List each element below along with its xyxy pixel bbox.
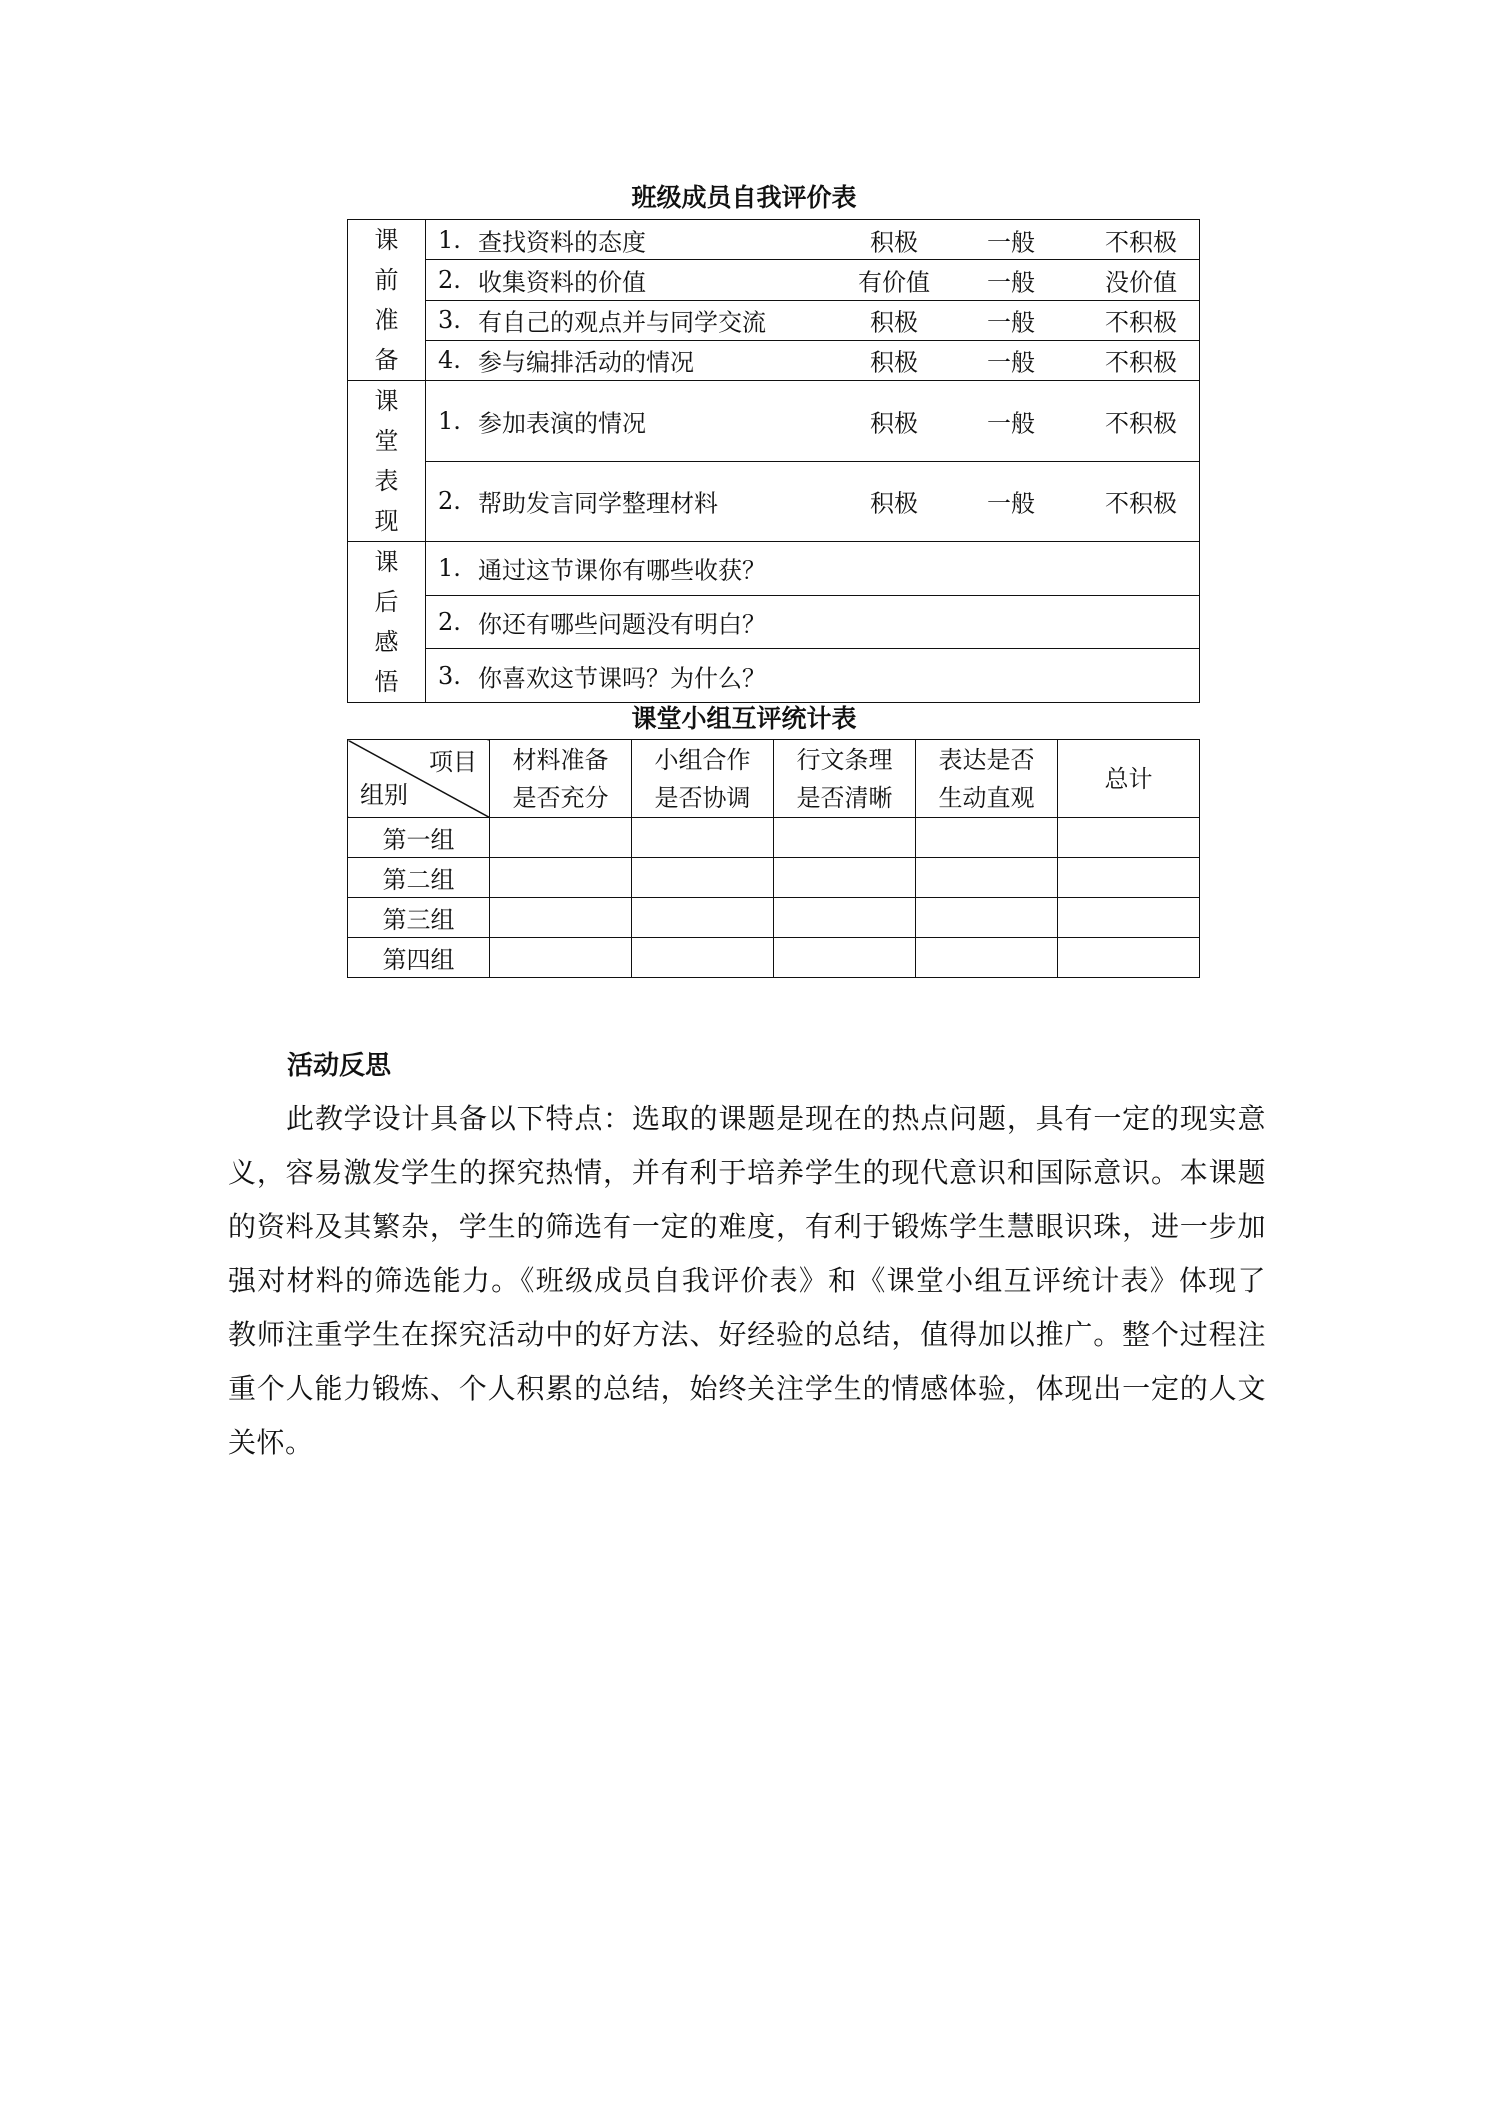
option-negative: 不积极 <box>1105 308 1177 337</box>
group-label: 第四组 <box>348 938 490 978</box>
item-text: 帮助发言同学整理材料 <box>478 489 718 518</box>
item-text: 通过这节课你有哪些收获？ <box>478 556 766 585</box>
corner-top-label: 项目 <box>429 748 477 776</box>
option-negative: 不积极 <box>1105 489 1177 518</box>
score-cell[interactable] <box>916 938 1058 978</box>
category-cell: 课堂表现 <box>348 381 426 542</box>
item-text: 你还有哪些问题没有明白？ <box>478 610 766 639</box>
category-cell: 课前准备 <box>348 220 426 381</box>
reflection-heading: 活动反思 <box>287 1051 392 1081</box>
score-cell[interactable] <box>490 858 632 898</box>
option-neutral: 一般 <box>987 228 1035 257</box>
option-negative: 不积极 <box>1105 348 1177 377</box>
evaluation-item <box>426 381 1200 462</box>
item-number: 1. <box>438 406 461 435</box>
item-number: 4. <box>438 346 461 375</box>
option-negative: 不积极 <box>1105 228 1177 257</box>
option-neutral: 一般 <box>987 489 1035 518</box>
score-cell[interactable] <box>916 858 1058 898</box>
score-cell[interactable] <box>774 818 916 858</box>
self-evaluation-table <box>347 219 1200 703</box>
group-label: 第二组 <box>348 858 490 898</box>
total-cell[interactable] <box>1058 898 1200 938</box>
score-cell[interactable] <box>490 818 632 858</box>
group-label: 第三组 <box>348 898 490 938</box>
corner-header-cell <box>348 740 490 818</box>
column-header: 行文条理是否清晰 <box>774 740 916 818</box>
evaluation-item <box>426 220 1200 260</box>
score-cell[interactable] <box>632 858 774 898</box>
table-row <box>348 938 1200 978</box>
table-row <box>348 260 1200 300</box>
score-cell[interactable] <box>774 938 916 978</box>
total-cell[interactable] <box>1058 858 1200 898</box>
evaluation-item <box>426 300 1200 340</box>
item-number: 2. <box>438 607 461 636</box>
table-row <box>348 340 1200 380</box>
option-neutral: 一般 <box>987 308 1035 337</box>
item-text: 你喜欢这节课吗？为什么？ <box>478 664 766 693</box>
score-cell[interactable] <box>774 858 916 898</box>
option-neutral: 一般 <box>987 268 1035 297</box>
reflection-question <box>426 649 1200 703</box>
score-cell[interactable] <box>774 898 916 938</box>
option-positive: 积极 <box>870 348 918 377</box>
score-cell[interactable] <box>632 938 774 978</box>
item-text: 参与编排活动的情况 <box>478 348 694 377</box>
self-evaluation-table-title: 班级成员自我评价表 <box>631 183 857 212</box>
item-number: 3. <box>438 661 461 690</box>
column-header: 材料准备是否充分 <box>490 740 632 818</box>
table-header-row <box>348 740 1200 818</box>
reflection-question <box>426 542 1200 596</box>
group-label: 第一组 <box>348 818 490 858</box>
option-positive: 有价值 <box>858 268 930 297</box>
group-evaluation-table-title: 课堂小组互评统计表 <box>631 704 857 733</box>
total-cell[interactable] <box>1058 938 1200 978</box>
item-number: 1. <box>438 225 461 254</box>
item-number: 1. <box>438 554 461 583</box>
table-row <box>348 898 1200 938</box>
reflection-paragraph: 此教学设计具备以下特点：选取的课题是现在的热点问题，具有一定的现实意义，容易激发学生的探究热情，并有利于培养学生的现代意识和国际意识。本课题的资料及其繁杂，学生的筛选有一定的难度，有利于锻炼学生慧眼识珠，进一步加强对材料的筛选能力。《班级成员自我评价表》和《课堂小组互评统计表》体现了教师注重学生在探究活动中的好方法、好经验的总结，值得加以推广。整个过程注重个人能力锻炼、个人积累的总结，始终关注学生的情感体验，体现出一定的人文关怀。 <box>228 1102 1266 1459</box>
table-row <box>348 595 1200 649</box>
table-row <box>348 300 1200 340</box>
option-positive: 积极 <box>870 308 918 337</box>
score-cell[interactable] <box>490 938 632 978</box>
item-number: 2. <box>438 487 461 516</box>
table-row <box>348 818 1200 858</box>
score-cell[interactable] <box>632 818 774 858</box>
reflection-question <box>426 595 1200 649</box>
item-text: 收集资料的价值 <box>478 268 646 297</box>
evaluation-item <box>426 461 1200 542</box>
total-cell[interactable] <box>1058 818 1200 858</box>
table-row <box>348 858 1200 898</box>
option-positive: 积极 <box>870 409 918 438</box>
score-cell[interactable] <box>490 898 632 938</box>
corner-bottom-label: 组别 <box>360 781 408 809</box>
score-cell[interactable] <box>916 898 1058 938</box>
option-negative: 不积极 <box>1105 409 1177 438</box>
item-number: 3. <box>438 306 461 335</box>
table-row <box>348 220 1200 260</box>
evaluation-item <box>426 260 1200 300</box>
evaluation-item <box>426 340 1200 380</box>
item-text: 有自己的观点并与同学交流 <box>478 308 766 337</box>
score-cell[interactable] <box>916 818 1058 858</box>
column-header: 表达是否生动直观 <box>916 740 1058 818</box>
table-row <box>348 381 1200 462</box>
option-neutral: 一般 <box>987 409 1035 438</box>
column-header: 小组合作是否协调 <box>632 740 774 818</box>
option-positive: 积极 <box>870 489 918 518</box>
option-positive: 积极 <box>870 228 918 257</box>
table-row <box>348 649 1200 703</box>
option-negative: 没价值 <box>1105 268 1177 297</box>
option-neutral: 一般 <box>987 348 1035 377</box>
table-row <box>348 542 1200 596</box>
item-number: 2. <box>438 265 461 294</box>
group-evaluation-table <box>347 739 1200 978</box>
column-header-total: 总计 <box>1058 740 1200 818</box>
item-text: 参加表演的情况 <box>478 409 646 438</box>
score-cell[interactable] <box>632 898 774 938</box>
category-cell: 课后感悟 <box>348 542 426 703</box>
table-row <box>348 461 1200 542</box>
item-text: 查找资料的态度 <box>478 228 646 257</box>
